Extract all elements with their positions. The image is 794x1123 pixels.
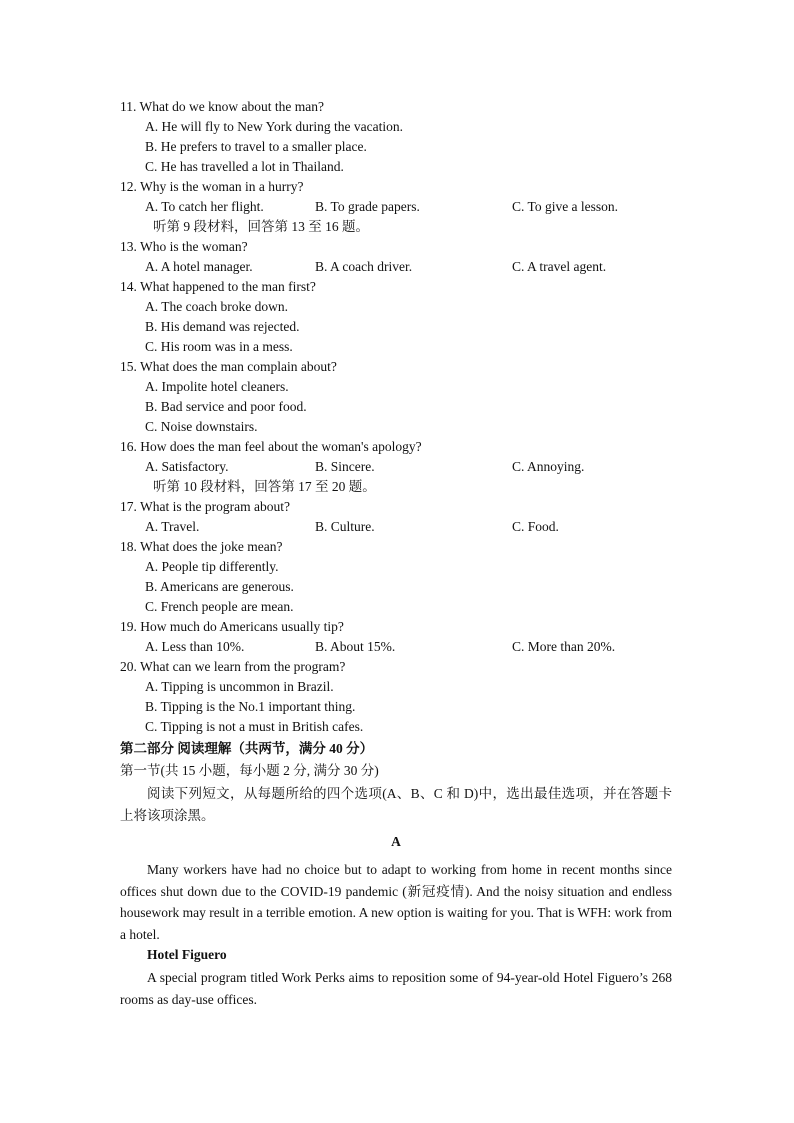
- options-row-17: [145, 517, 685, 537]
- hotel-heading: Hotel Figuero: [147, 947, 227, 962]
- question-19: 19. How much do Americans usually tip?: [120, 619, 344, 634]
- option-18c: C. French people are mean.: [145, 599, 294, 614]
- option-19b: B. About 15%.: [315, 639, 396, 654]
- question-20: 20. What can we learn from the program?: [120, 659, 346, 674]
- option-17a: A. Travel.: [145, 519, 200, 534]
- question-15: 15. What does the man complain about?: [120, 359, 337, 374]
- option-16c: C. Annoying.: [512, 459, 585, 474]
- option-19c: C. More than 20%.: [512, 639, 616, 654]
- question-17: 17. What is the program about?: [120, 499, 290, 514]
- section1-heading: 第一节(共 15 小题，每小题 2 分, 满分 30 分): [120, 763, 379, 778]
- option-12b: B. To grade papers.: [315, 199, 420, 214]
- options-row-12: [145, 197, 685, 217]
- option-13b: B. A coach driver.: [315, 259, 413, 274]
- option-20a: A. Tipping is uncommon in Brazil.: [145, 679, 334, 694]
- option-19a: A. Less than 10%.: [145, 639, 245, 654]
- options-row-16: [145, 457, 685, 477]
- option-12a: A. To catch her flight.: [145, 199, 264, 214]
- question-11: 11. What do we know about the man?: [120, 99, 324, 114]
- option-15b: B. Bad service and poor food.: [145, 399, 307, 414]
- option-20b: B. Tipping is the No.1 important thing.: [145, 699, 356, 714]
- option-14b: B. His demand was rejected.: [145, 319, 300, 334]
- options-row-19: [145, 637, 685, 657]
- option-11a: A. He will fly to New York during the vacation.: [145, 119, 403, 134]
- option-18b: B. Americans are generous.: [145, 579, 294, 594]
- section-note-9: 听第 9 段材料，回答第 13 至 16 题。: [153, 219, 369, 234]
- option-11b: B. He prefers to travel to a smaller place.: [145, 139, 367, 154]
- part2-title: 第二部分 阅读理解（共两节，满分 40 分）: [120, 741, 374, 756]
- question-12: 12. Why is the woman in a hurry?: [120, 179, 304, 194]
- option-16a: A. Satisfactory.: [145, 459, 229, 474]
- section-note-10: 听第 10 段材料，回答第 17 至 20 题。: [153, 479, 376, 494]
- option-14a: A. The coach broke down.: [145, 299, 288, 314]
- option-17c: C. Food.: [512, 519, 559, 534]
- option-13a: A. A hotel manager.: [145, 259, 253, 274]
- option-15c: C. Noise downstairs.: [145, 419, 258, 434]
- question-18: 18. What does the joke mean?: [120, 539, 283, 554]
- question-13: 13. Who is the woman?: [120, 239, 248, 254]
- option-16b: B. Sincere.: [315, 459, 375, 474]
- option-12c: C. To give a lesson.: [512, 199, 619, 214]
- options-row-13: [145, 257, 685, 277]
- option-14c: C. His room was in a mess.: [145, 339, 293, 354]
- option-20c: C. Tipping is not a must in British cafes.: [145, 719, 364, 734]
- question-16: 16. How does the man feel about the woman's apology?: [120, 439, 422, 454]
- passage-paragraph-1: Many workers have had no choice but to adapt to working from home in recent months since offices shut down due to the COVID-19 pandemic (新冠疫情). And the noisy situation and endless housework may result in a terrible emotion. A new option is waiting for you. That is WFH: work from a hotel.: [120, 862, 672, 942]
- question-14: 14. What happened to the man first?: [120, 279, 316, 294]
- reading-instruction: 阅读下列短文，从每题所给的四个选项(A、B、C 和 D)中，选出最佳选项，并在答题卡上将该项涂黑。: [120, 786, 672, 823]
- option-18a: A. People tip differently.: [145, 559, 279, 574]
- option-17b: B. Culture.: [315, 519, 375, 534]
- passage-paragraph-2: A special program titled Work Perks aims to reposition some of 94-year-old Hotel Figuero’s 268 rooms as day-use offices.: [120, 970, 672, 1007]
- option-15a: A. Impolite hotel cleaners.: [145, 379, 289, 394]
- passage-letter: A: [391, 834, 401, 849]
- option-13c: C. A travel agent.: [512, 259, 607, 274]
- option-11c: C. He has travelled a lot in Thailand.: [145, 159, 344, 174]
